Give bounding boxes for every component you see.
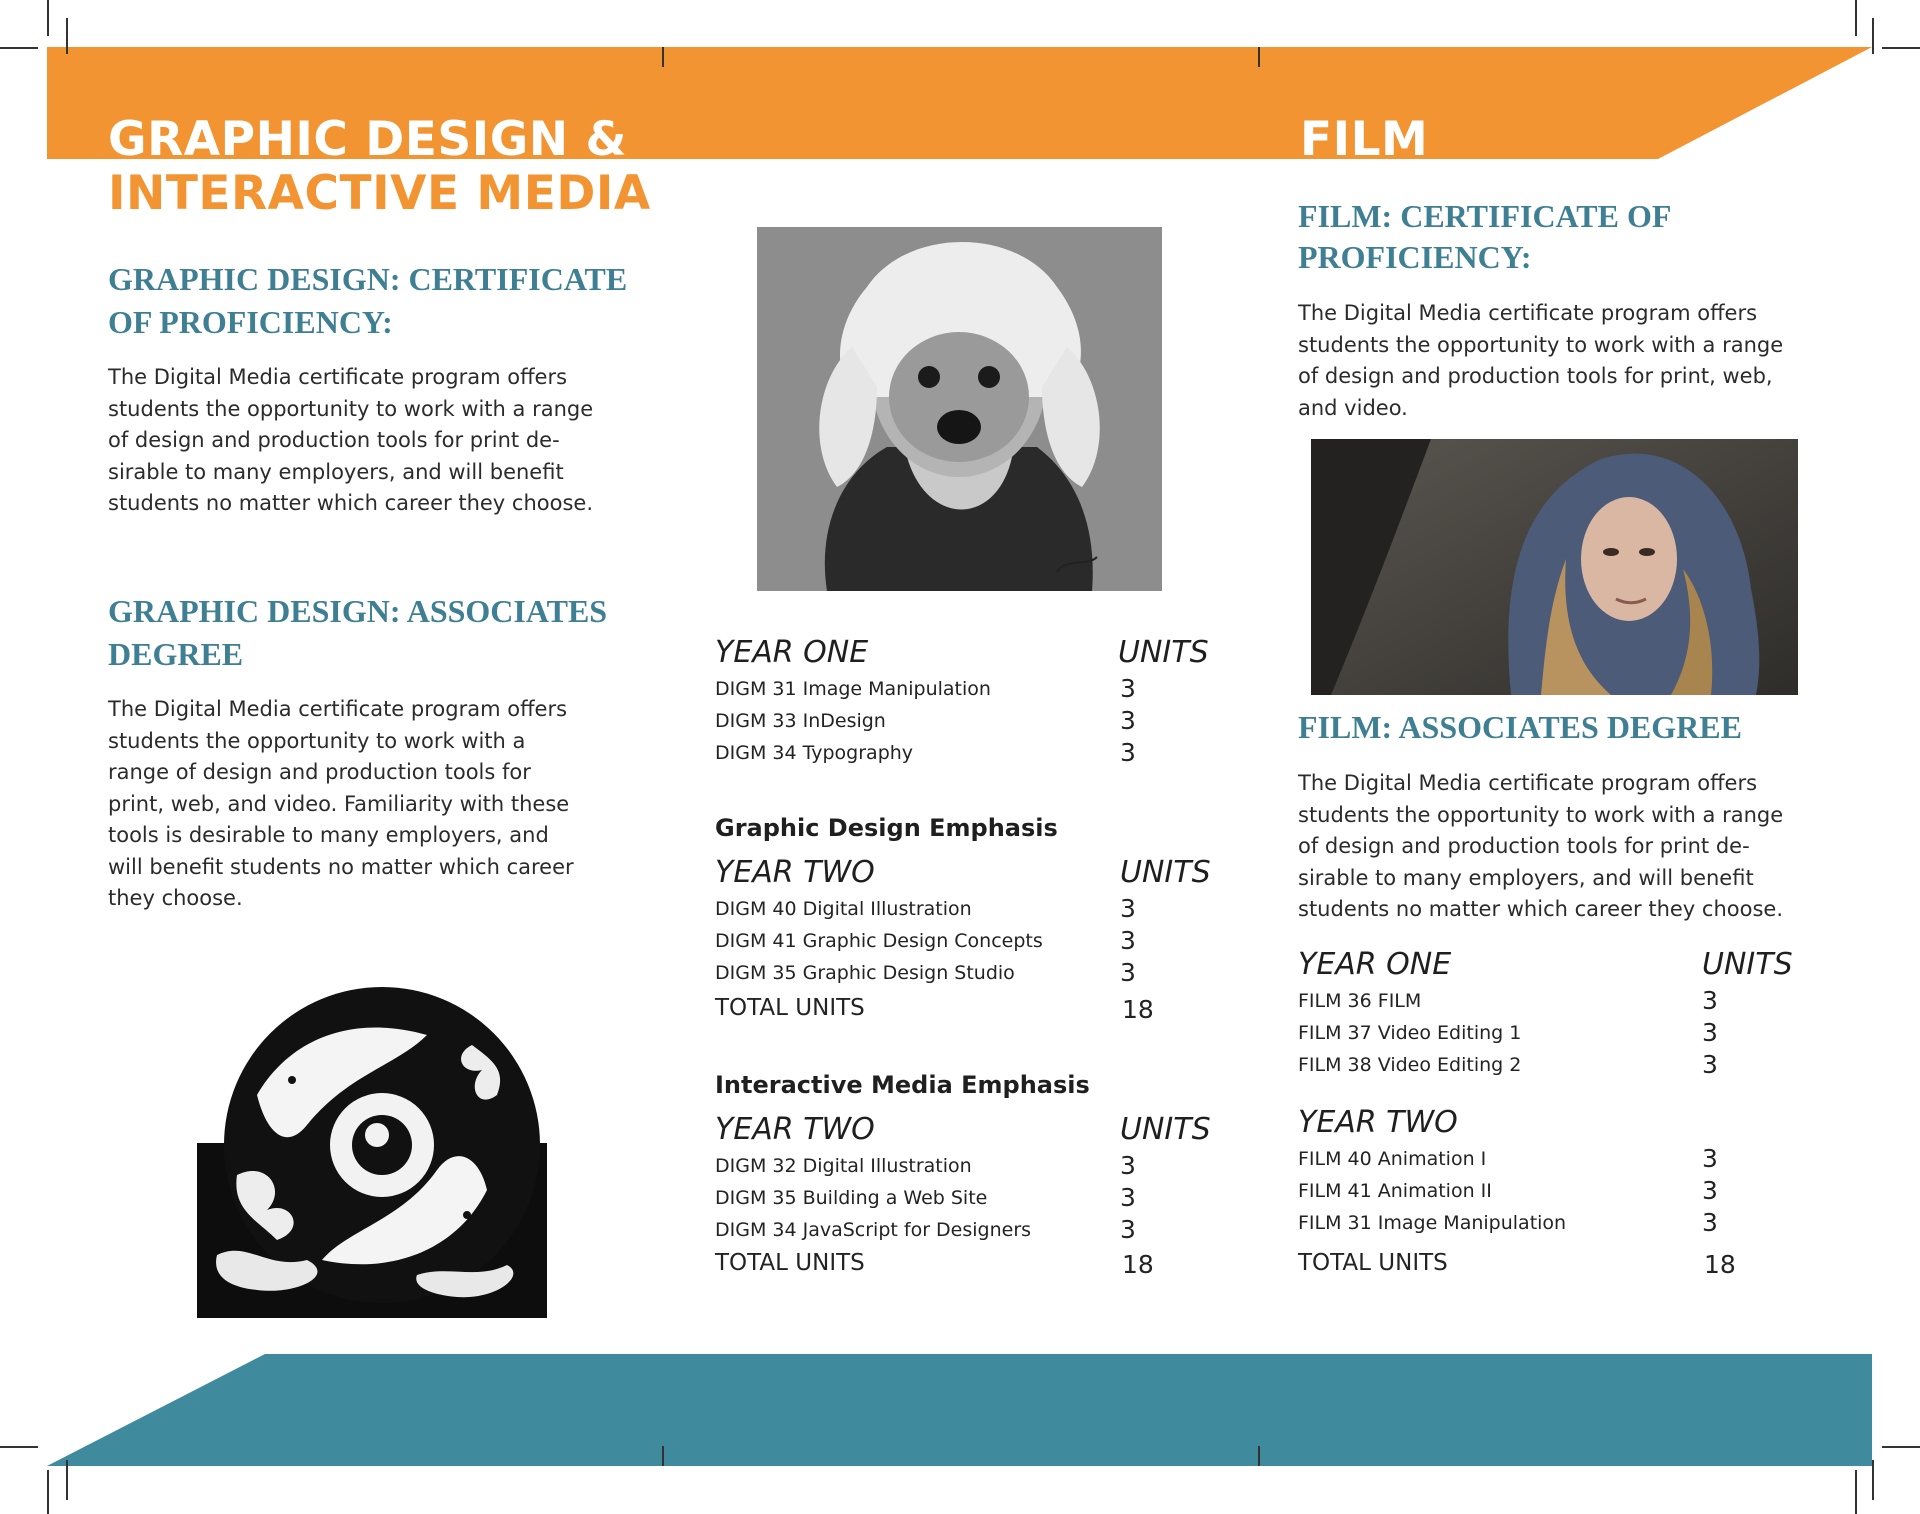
mid-year-one-label: YEAR ONE — [715, 635, 869, 670]
interactive-units-label: UNITS — [1120, 1112, 1211, 1147]
graphic-total-row: TOTAL UNITS 18 — [715, 995, 1154, 1024]
table-row: DIGM 41 Graphic Design Concepts 3 — [715, 926, 1136, 955]
table-row: DIGM 34 Typography 3 — [715, 738, 1136, 767]
table-row: FILM 40 Animation I 3 — [1298, 1144, 1718, 1173]
interactive-year-two-label: YEAR TWO — [715, 1112, 875, 1147]
film-total-row: TOTAL UNITS 18 — [1298, 1250, 1736, 1279]
table-row: DIGM 31 Image Manipulation 3 — [715, 674, 1136, 703]
graphic-assoc-body: The Digital Media certificate program offers students the opportunity to work with a range of design and production tools for print, web, and video. Familiarity with these tools is desirable to many employers, and will benefit students no matter which career they choose. — [108, 697, 574, 910]
table-row: FILM 41 Animation II 3 — [1298, 1176, 1718, 1205]
film-units-label: UNITS — [1702, 947, 1793, 982]
film-year-one-label: YEAR ONE — [1298, 947, 1452, 982]
table-row: FILM 38 Video Editing 2 3 — [1298, 1050, 1718, 1079]
film-assoc-heading: FILM: ASSOCIATES DEGREE — [1298, 709, 1742, 745]
graphic-year-two-label: YEAR TWO — [715, 855, 875, 890]
table-row: DIGM 32 Digital Illustration 3 — [715, 1151, 1136, 1180]
table-row: DIGM 33 InDesign 3 — [715, 706, 1136, 735]
graphic-cert-body: The Digital Media certificate program offers students the opportunity to work with a range of design and production tools for print de- sirable to many employers, and will benefit students no matter which career they choose. — [108, 365, 594, 515]
table-row: DIGM 34 JavaScript for Designers 3 — [715, 1215, 1136, 1244]
film-still-photo — [1311, 439, 1798, 695]
table-row: FILM 36 FILM 3 — [1298, 986, 1718, 1015]
graphic-cert-heading: GRAPHIC DESIGN: CERTIFICATE OF PROFICIENCY: — [108, 261, 628, 340]
graphic-assoc-heading: GRAPHIC DESIGN: ASSOCIATES DEGREE — [108, 593, 608, 672]
dog-illustration — [757, 227, 1162, 591]
film-year-two-label: YEAR TWO — [1298, 1105, 1458, 1140]
film-cert-body: The Digital Media certificate program offers students the opportunity to work with a range of design and production tools for print, web, and video. — [1298, 301, 1784, 420]
interactive-emphasis-heading: Interactive Media Emphasis — [715, 1071, 1090, 1099]
left-title-line1: GRAPHIC DESIGN & — [108, 112, 627, 167]
film-cert-heading: FILM: CERTIFICATE OF PROFICIENCY: — [1298, 198, 1672, 275]
table-row: FILM 37 Video Editing 1 3 — [1298, 1018, 1718, 1047]
table-row: DIGM 40 Digital Illustration 3 — [715, 894, 1136, 923]
koi-fish-artwork — [197, 975, 547, 1318]
table-row: DIGM 35 Graphic Design Studio 3 — [715, 958, 1136, 987]
bottom-teal-band — [0, 1340, 1920, 1470]
left-title-line2: INTERACTIVE MEDIA — [108, 166, 651, 221]
table-row: DIGM 35 Building a Web Site 3 — [715, 1183, 1136, 1212]
film-assoc-body: The Digital Media certificate program offers students the opportunity to work with a range of design and production tools for print de- sirable to many employers, and will benefit students no matter which career they choose. — [1298, 771, 1784, 921]
mid-year-one-units-label: UNITS — [1118, 635, 1209, 670]
graphic-emphasis-heading: Graphic Design Emphasis — [715, 814, 1058, 842]
film-title: FILM — [1300, 112, 1429, 167]
graphic-units-label: UNITS — [1120, 855, 1211, 890]
interactive-total-row: TOTAL UNITS 18 — [715, 1250, 1154, 1279]
table-row: FILM 31 Image Manipulation 3 — [1298, 1208, 1718, 1237]
